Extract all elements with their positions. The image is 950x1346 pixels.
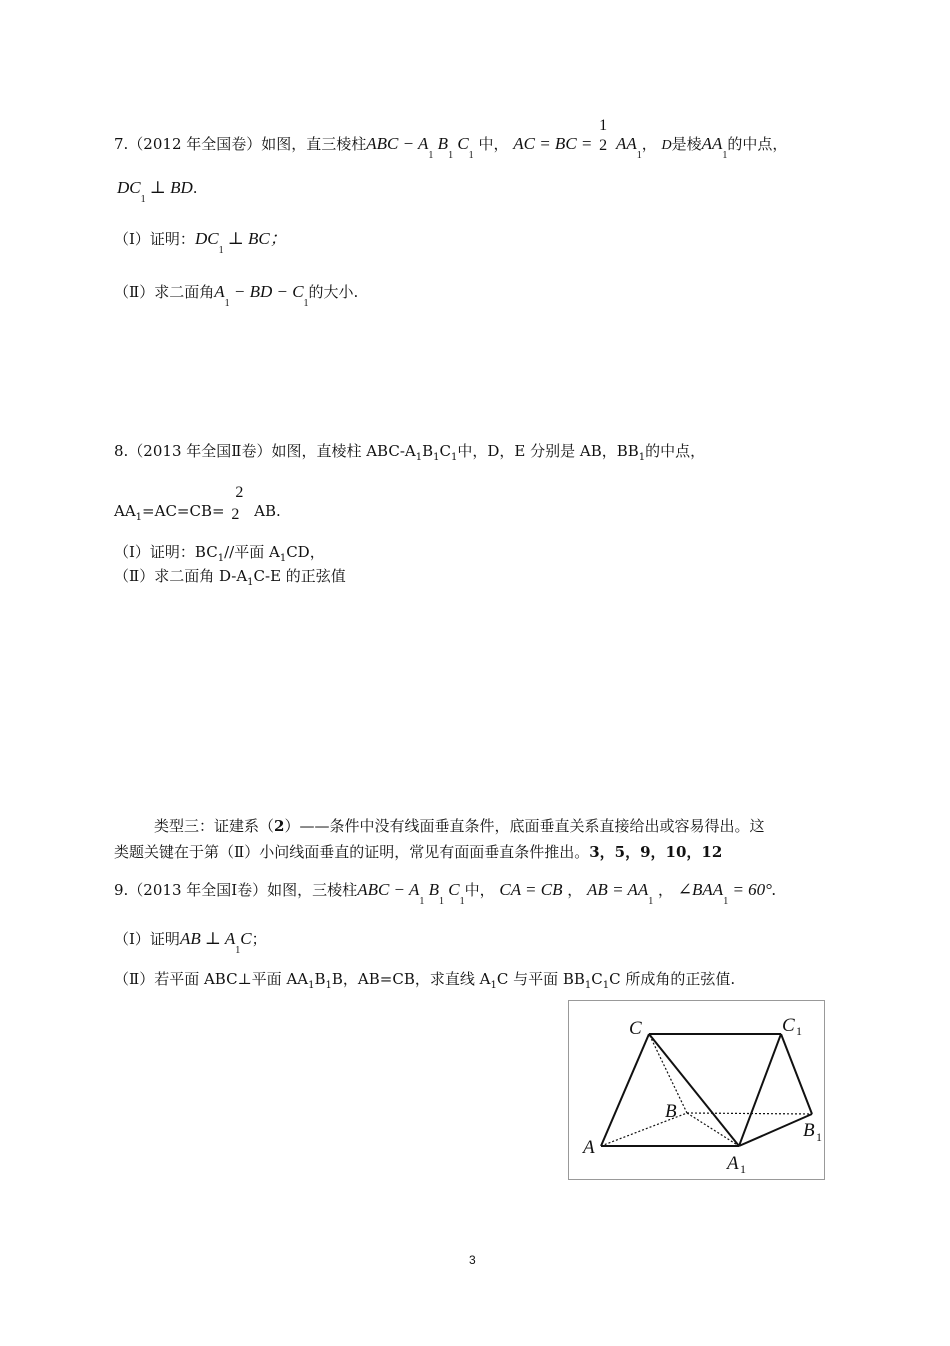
q7-line2: $DC_1$ ⊥ BD. xyxy=(117,178,198,205)
q7-part1: （Ⅰ）证明：$DC_1$ ⊥ BC； xyxy=(114,229,287,256)
q9-part1: （Ⅰ）证明AB ⊥ $A_1C$； xyxy=(114,929,267,956)
prism-figure xyxy=(568,1000,825,1180)
q8-part2: （Ⅱ）求二面角 $D-A_1C-E$ 的正弦值 xyxy=(114,567,346,588)
label-A1-sub: 1 xyxy=(740,1162,746,1176)
q8-line1: 8.（2013 年全国Ⅱ卷）如图，直棱柱 ABC-$A_1B_1C_1$中，D，E 分别是 AB，$BB_1$的中点， xyxy=(114,442,706,463)
q8-fraction: 2 2 xyxy=(231,484,244,523)
q7-part2: （Ⅱ）求二面角$A_1$ − BD − $C_1$的大小. xyxy=(114,282,359,309)
q8-line2: $AA_1=AC=CB=$ 2 2 AB. xyxy=(114,497,281,527)
q7-line1: 7.（2012 年全国卷）如图，直三棱柱ABC − $A_1$ $B_1$ $C_1$ 中， AC = BC = 1 2 $AA_1$， D是棱$AA_1$的中点， xyxy=(114,117,788,161)
type3-line1: 类型三：证建系（2）——条件中没有线面垂直条件，底面垂直关系直接给出或容易得出。这 xyxy=(154,817,765,835)
prism-diagram xyxy=(569,1001,824,1179)
label-B1: B xyxy=(803,1120,815,1141)
edge-C1-A1 xyxy=(739,1034,781,1146)
q9-part2: （Ⅱ）若平面 ABC⊥平面 $AA_1B_1B$，AB=CB，求直线 $A_1C$ 与平面 $BB_1C_1C$ 所成角的正弦值. xyxy=(114,970,736,991)
type3-line2: 类题关键在于第（Ⅱ）小问线面垂直的证明，常见有面面垂直条件推出。3，5，9，10，12 xyxy=(114,843,723,861)
label-B: B xyxy=(665,1101,677,1122)
page-number: 3 xyxy=(469,1253,476,1267)
edge-C-A1 xyxy=(649,1034,739,1146)
label-C: C xyxy=(629,1018,642,1039)
edge-C1-B1 xyxy=(781,1034,812,1114)
label-B1-sub: 1 xyxy=(816,1130,822,1144)
label-C1-sub: 1 xyxy=(796,1024,802,1038)
label-A: A xyxy=(583,1137,595,1158)
label-C1: C xyxy=(782,1015,795,1036)
hidden-B-B1 xyxy=(687,1113,812,1114)
q7-condition: AC = BC = xyxy=(513,134,593,153)
q9-line1: 9.（2013 年全国Ⅰ卷）如图，三棱柱ABC − $A_1$ $B_1$ $C_1$中， CA = CB ， AB = $AA_1$ ， $\angle BAA_1 = 60^\circ$. xyxy=(114,880,777,907)
q7-prism: ABC − $A_1$ $B_1$ $C_1$ xyxy=(366,134,474,161)
hidden-B-A1 xyxy=(687,1113,739,1146)
edge-A-C xyxy=(601,1034,649,1146)
q8-part1: （Ⅰ）证明：$BC_1//$平面 $A_1CD$， xyxy=(114,543,325,564)
label-A1: A xyxy=(727,1153,739,1174)
q7-fraction: 1 2 xyxy=(599,117,608,154)
